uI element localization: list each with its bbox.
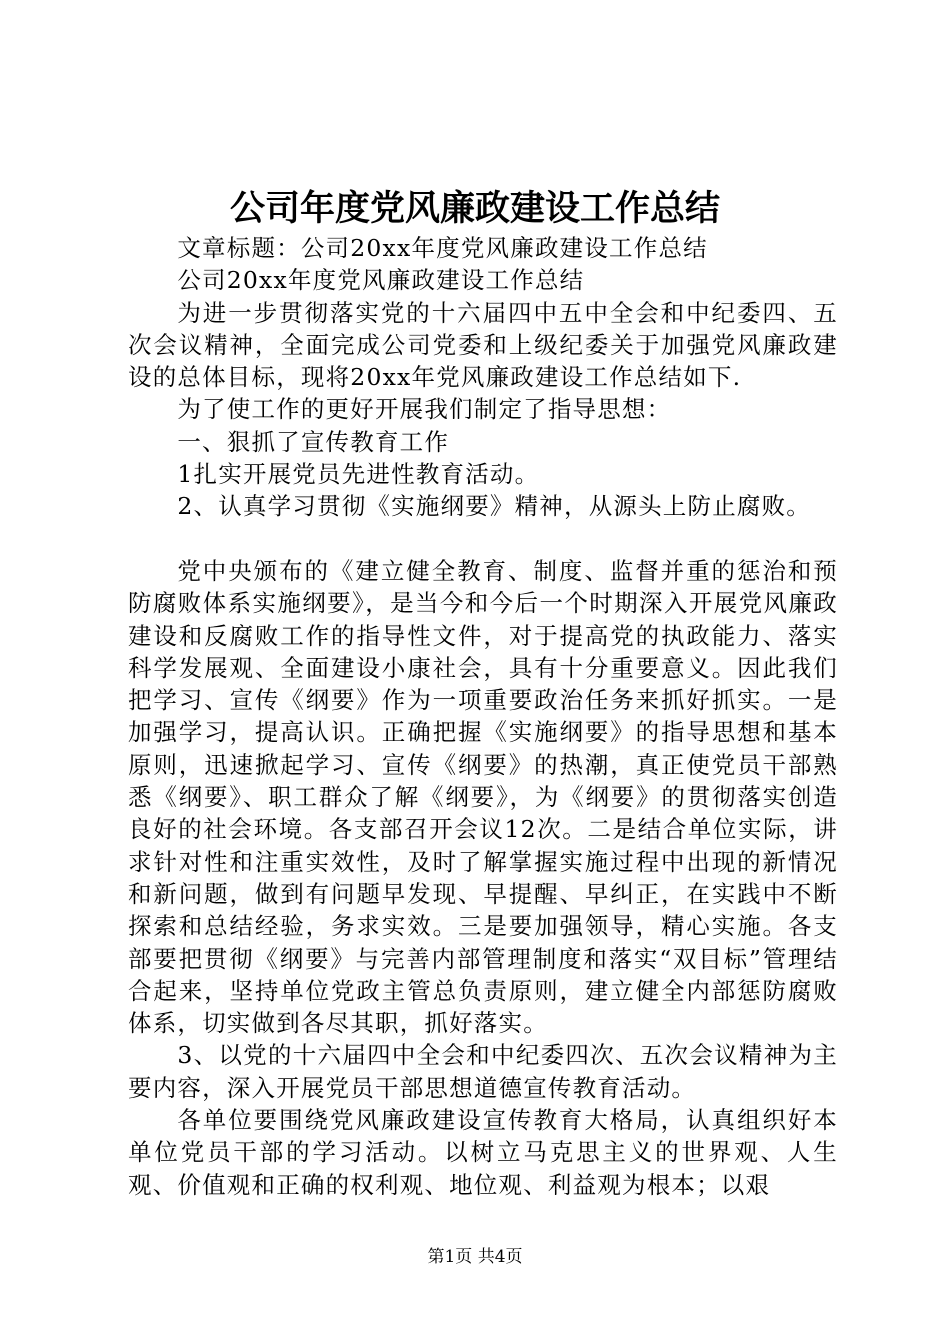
list-item-3: 3、以党的十六届四中全会和中纪委四次、五次会议精神为主要内容，深入开展党员干部思想道德宣传教育活动。 — [128, 1041, 838, 1102]
paragraph-article-heading: 文章标题：公司20xx年度党风廉政建设工作总结 — [177, 234, 708, 262]
document-body — [128, 232, 838, 1201]
paragraph-intro: 为进一步贯彻落实党的十六届四中五中全会和中纪委四、五次会议精神，全面完成公司党委和上级纪委关于加强党风廉政建设的总体目标，现将20xx年党风廉政建设工作总结如下. — [128, 298, 838, 392]
paragraph-outline-details: 党中央颁布的《建立健全教育、制度、监督并重的惩治和预防腐败体系实施纲要》，是当今和今后一个时期深入开展党风廉政建设和反腐败工作的指导性文件，对于提高党的执政能力、落实科学发展观、全面建设小康社会，具有十分重要意义。因此我们把学习、宣传《纲要》作为一项重要政治任务来抓好抓实。一是加强学习，提高认识。正确把握《实施纲要》的指导思想和基本原则，迅速掀起学习、宣传《纲要》的热潮，真正使党员干部熟悉《纲要》、职工群众了解《纲要》，为《纲要》的贯彻落实创造良好的社会环境。各支部召开会议12次。二是结合单位实际，讲求针对性和注重实效性，及时了解掌握实施过程中出现的新情况和新问题，做到有问题早发现、早提醒、早纠正，在实践中不断探索和总结经验，务求实效。三是要加强领导，精心实施。各支部要把贯彻《纲要》与完善内部管理制度和落实“双目标”管理结合起来，坚持单位党政主管总负责原则，建立健全内部惩防腐败体系，切实做到各尽其职，抓好落实。 — [128, 556, 838, 1038]
page-number: 第1页 共4页 — [427, 1247, 523, 1267]
list-item-1: 1扎实开展党员先进性教育活动。 — [177, 460, 540, 489]
paragraph-subtitle: 公司20xx年度党风廉政建设工作总结 — [177, 266, 585, 295]
list-item-2: 2、认真学习贯彻《实施纲要》精神，从源头上防止腐败。 — [177, 492, 811, 521]
blank-line — [128, 523, 838, 555]
paragraph-guiding-idea: 为了使工作的更好开展我们制定了指导思想： — [177, 395, 672, 424]
section-heading-1: 一、狠抓了宣传教育工作 — [177, 427, 450, 456]
paragraph-study-activities: 各单位要围绕党风廉政建设宣传教育大格局，认真组织好本单位党员干部的学习活动。以树立马克思主义的世界观、人生观、价值观和正确的权利观、地位观、利益观为根本；以艰 — [128, 1106, 838, 1199]
document-title: 公司年度党风廉政建设工作总结 — [229, 188, 720, 229]
